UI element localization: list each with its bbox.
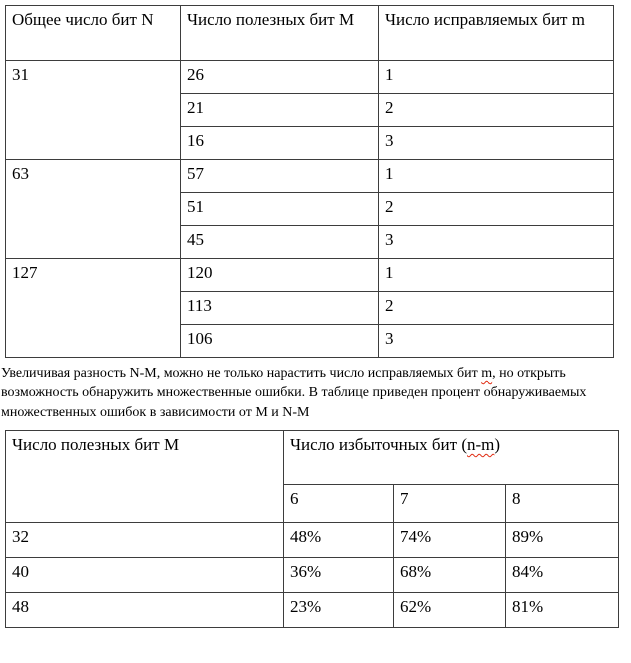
header-useful-bits: Число полезных бит M xyxy=(181,6,379,61)
cell-m-value: 120 xyxy=(181,259,379,292)
table-row xyxy=(6,61,614,94)
cell-percent: 23% xyxy=(284,592,394,627)
misspelled-word-m: m xyxy=(481,366,493,381)
table-header-row xyxy=(6,6,614,61)
misspelled-word-n-m: n-m xyxy=(466,434,495,454)
cell-m-value: 16 xyxy=(181,127,379,160)
header-total-bits: Общее число бит N xyxy=(6,6,181,61)
detection-percent-table xyxy=(5,430,619,628)
table-row xyxy=(6,160,614,193)
cell-m-value: 106 xyxy=(181,325,379,358)
cell-percent: 62% xyxy=(394,592,506,627)
cell-corr-value: 1 xyxy=(379,259,614,292)
header-redundant-bits xyxy=(284,430,619,484)
cell-corr-value: 2 xyxy=(379,292,614,325)
table-row xyxy=(6,522,619,557)
table-row xyxy=(6,592,619,627)
header-redundant-suffix: ) xyxy=(494,434,501,454)
cell-m-value: 21 xyxy=(181,94,379,127)
cell-m-value: 32 xyxy=(6,522,284,557)
cell-percent: 89% xyxy=(506,522,619,557)
cell-percent: 36% xyxy=(284,557,394,592)
cell-percent: 81% xyxy=(506,592,619,627)
cell-corr-value: 2 xyxy=(379,193,614,226)
cell-n-value: 31 xyxy=(6,61,181,160)
paragraph-text-end: , но открыть возможность обнаружить множественные ошибки. В таблице приведен процент обнаруживаемых множественных ошибок в зависимости от M и N-M xyxy=(1,366,587,420)
cell-n-value: 127 xyxy=(6,259,181,358)
cell-percent: 48% xyxy=(284,522,394,557)
cell-m-value: 51 xyxy=(181,193,379,226)
subheader-6: 6 xyxy=(284,484,394,522)
subheader-8: 8 xyxy=(506,484,619,522)
table-row xyxy=(6,557,619,592)
cell-n-value: 63 xyxy=(6,160,181,259)
header-correctable-bits: Число исправляемых бит m xyxy=(379,6,614,61)
cell-percent: 68% xyxy=(394,557,506,592)
paragraph-text-start: Увеличивая разность N-M, можно не только нарастить число исправляемых бит xyxy=(1,366,482,381)
cell-corr-value: 3 xyxy=(379,127,614,160)
cell-corr-value: 2 xyxy=(379,94,614,127)
cell-m-value: 57 xyxy=(181,160,379,193)
cell-percent: 84% xyxy=(506,557,619,592)
cell-m-value: 40 xyxy=(6,557,284,592)
table-row xyxy=(6,259,614,292)
header-useful-bits: Число полезных бит M xyxy=(6,430,284,522)
cell-m-value: 26 xyxy=(181,61,379,94)
cell-corr-value: 3 xyxy=(379,226,614,259)
cell-percent: 74% xyxy=(394,522,506,557)
cell-m-value: 113 xyxy=(181,292,379,325)
correctable-bits-table xyxy=(5,5,614,358)
header-redundant-prefix: Число избыточных бит ( xyxy=(290,434,467,454)
subheader-7: 7 xyxy=(394,484,506,522)
cell-m-value: 48 xyxy=(6,592,284,627)
cell-corr-value: 1 xyxy=(379,61,614,94)
cell-corr-value: 3 xyxy=(379,325,614,358)
body-paragraph xyxy=(1,364,629,422)
cell-m-value: 45 xyxy=(181,226,379,259)
cell-corr-value: 1 xyxy=(379,160,614,193)
table-header-row xyxy=(6,430,619,484)
